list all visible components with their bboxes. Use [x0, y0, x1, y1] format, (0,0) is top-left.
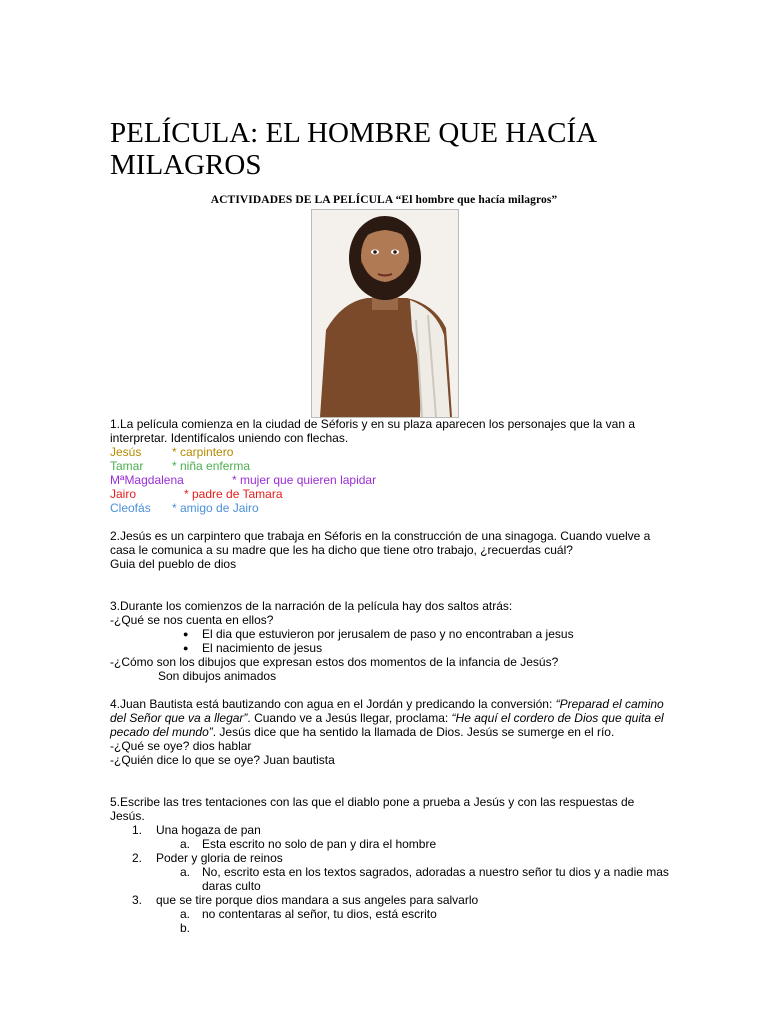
character-desc: * mujer que quieren lapidar	[232, 473, 377, 487]
item-text: que se tire porque dios mandara a sus angeles para salvarlo	[156, 893, 479, 907]
item-number: 1.	[132, 823, 143, 837]
character-desc: * niña enferma	[172, 459, 251, 473]
question-4-quote-2: “He aquí el cordero de Dios que quita el pecado del mundo”	[110, 711, 664, 739]
item-number: 2.	[132, 851, 143, 865]
item-number: 3.	[132, 893, 143, 907]
character-row-magdalena	[110, 473, 670, 487]
character-name: Tamar	[110, 459, 144, 473]
temptation-item	[110, 893, 670, 907]
character-desc: * amigo de Jairo	[172, 501, 259, 515]
question-5	[110, 795, 670, 935]
bullet-item: ● El dia que estuvieron por jerusalem de paso y no encontraban a jesus	[110, 627, 670, 641]
question-1	[110, 417, 670, 515]
item-letter: a.	[180, 865, 191, 879]
question-3-ask-2: -¿Cómo son los dibujos que expresan estos dos momentos de la infancia de Jesús?	[110, 655, 559, 669]
temptation-item	[110, 851, 670, 865]
question-4-part-3: . Jesús dice que ha sentido la llamada de Dios. Jesús se sumerge en el río.	[212, 725, 615, 739]
item-text: No, escrito esta en los textos sagrados, adoradas a nuestro señor tu dios y a nadie mas daras culto	[202, 865, 669, 893]
question-5-text: 5.Escribe las tres tentaciones con las que el diablo pone a prueba a Jesús y con las respuestas de Jesús.	[110, 795, 635, 823]
character-row-jairo	[110, 487, 670, 501]
page-title: PELÍCULA: EL HOMBRE QUE HACÍA MILAGROS	[110, 117, 596, 181]
character-name: Jairo	[110, 487, 137, 501]
question-3	[110, 599, 670, 683]
response-item	[110, 907, 670, 921]
item-text: Una hogaza de pan	[156, 823, 261, 837]
item-letter: a.	[180, 907, 191, 921]
item-letter: a.	[180, 837, 191, 851]
character-name: MªMagdalena	[110, 473, 184, 487]
temptation-item	[110, 823, 670, 837]
portrait-illustration	[312, 210, 458, 417]
question-3-ask-1: -¿Qué se nos cuenta en ellos?	[110, 613, 274, 627]
question-4-ask-2: -¿Quién dice lo que se oye? Juan bautista	[110, 753, 335, 767]
question-4-part-1: 4.Juan Bautista está bautizando con agua en el Jordán y predicando la conversión:	[110, 697, 556, 711]
character-row-jesus	[110, 445, 670, 459]
character-desc: * carpintero	[172, 445, 234, 459]
item-text: Poder y gloria de reinos	[156, 851, 283, 865]
question-4-text	[110, 697, 670, 739]
question-2	[110, 529, 670, 571]
bullet-item: ● El nacimiento de jesus	[110, 641, 670, 655]
question-4-ask-1: -¿Qué se oye? dios hablar	[110, 739, 252, 753]
item-text: no contentaras al señor, tu dios, está escrito	[202, 907, 437, 921]
question-2-answer: Guia del pueblo de dios	[110, 557, 237, 571]
question-4	[110, 697, 670, 767]
item-letter: b.	[180, 921, 191, 935]
character-name: Cleofás	[110, 501, 151, 515]
jesus-portrait-image	[311, 209, 459, 418]
question-2-text: 2.Jesús es un carpintero que trabaja en Séforis en la construcción de una sinagoga. Cuando vuelve a casa le comunica a su madre que les ha dicho que tiene otro trabajo, ¿recuerdas cuál?	[110, 529, 651, 557]
character-desc: * padre de Tamara	[184, 487, 283, 501]
activities-subtitle: ACTIVIDADES DE LA PELÍCULA “El hombre que hacía milagros”	[210, 194, 558, 206]
character-name: Jesús	[110, 445, 142, 459]
response-item	[110, 865, 670, 893]
question-3-answer: Son dibujos animados	[158, 669, 277, 683]
question-3-text: 3.Durante los comienzos de la narración de la película hay dos saltos atrás:	[110, 599, 513, 613]
character-row-cleofas	[110, 501, 670, 515]
response-item	[110, 837, 670, 851]
character-row-tamar	[110, 459, 670, 473]
item-text: Esta escrito no solo de pan y dira el hombre	[202, 837, 437, 851]
question-4-quote-1: “Preparad el camino del Señor que va a llegar”	[110, 697, 664, 725]
question-1-text: 1.La película comienza en la ciudad de Séforis y en su plaza aparecen los personajes que la van a interpretar. Identifícalos uniendo con flechas.	[110, 417, 636, 445]
question-4-part-2: . Cuando ve a Jesús llegar, proclama:	[247, 711, 452, 725]
